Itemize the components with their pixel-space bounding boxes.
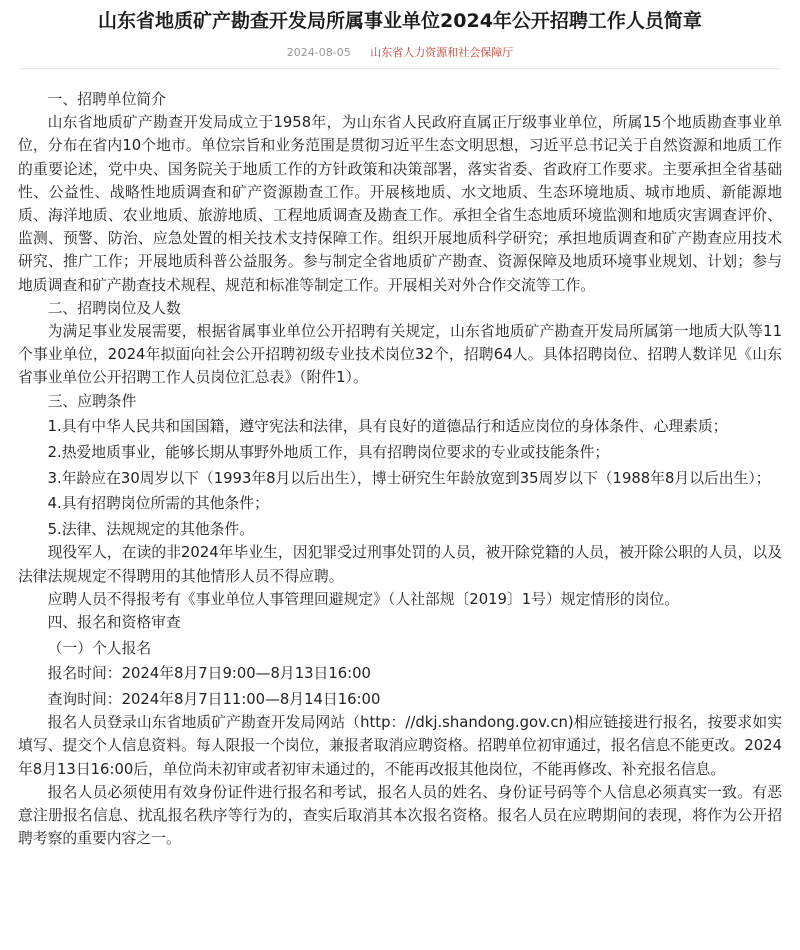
- section-heading-2: 二、招聘岗位及人数: [47, 299, 181, 317]
- registration-instructions: 报名人员登录山东省地质矿产勘查开发局网站（http：//dkj.shandong.gov.cn)相应链接进行报名，按要求如实填写、提交个人信息资料。每人限报一个岗位，兼报者取消应聘资格。招聘单位初审通过，报名信息不能更改。2024年8月13日16:00后，单位尚未初审或者初审未通过的，不能再改报其他岗位，不能再修改、补充报名信息。: [18, 714, 782, 778]
- article-meta: [0, 44, 800, 60]
- article-body: [18, 88, 782, 851]
- condition-item-2: 2.热爱地质事业，能够长期从事野外地质工作，具有招聘岗位要求的专业或技能条件；: [47, 444, 610, 462]
- title-divider: [20, 68, 780, 69]
- exclusion-paragraph: 现役军人，在读的非2024年毕业生，因犯罪受过刑事处罚的人员，被开除党籍的人员，被开除公职的人员，以及法律法规规定不得聘用的其他情形人员不得应聘。: [18, 544, 782, 585]
- condition-item-5: 5.法律、法规规定的其他条件。: [47, 521, 255, 539]
- section-2-body: 为满足事业发展需要，根据省属事业单位公开招聘有关规定，山东省地质矿产勘查开发局所属第一地质大队等11个事业单位，2024年拟面向社会公开招聘初级专业技术岗位32个，招聘64人。具体招聘岗位、招聘人数详见《山东省事业单位公开招聘工作人员岗位汇总表》（附件1）。: [18, 323, 782, 387]
- subsection-heading-personal-registration: （一）个人报名: [47, 639, 152, 657]
- section-1-body: 山东省地质矿产勘查开发局成立于1958年，为山东省人民政府直属正厅级事业单位，所属15个地质勘查事业单位，分布在省内10个地市。单位宗旨和业务范围是贯彻习近平生态文明思想，习近平总书记关于自然资源和地质工作的重要论述，党中央、国务院关于地质工作的方针政策和决策部署，落实省委、省政府工作要求。主要承担全省基础性、公益性、战略性地质调查和矿产资源勘查工作。开展核地质、水文地质、生态环境地质、城市地质、新能源地质、海洋地质、农业地质、旅游地质、工程地质调查及勘查工作。承担全省生态地质环境监测和地质灾害调查评价、监测、预警、防治、应急处置的相关技术支持保障工作。组织开展地质科学研究；承担地质调查和矿产勘查应用技术研究、推广工作；开展地质科普公益服务。参与制定全省地质矿产勘查、资源保障及地质环境事业规划、计划；参与地质调查和矿产勘查技术规程、规范和标准等制定工作。开展相关对外合作交流等工作。: [18, 114, 782, 294]
- source-link[interactable]: 山东省人力资源和社会保障厅: [370, 46, 514, 59]
- condition-item-1: 1.具有中华人民共和国国籍，遵守宪法和法律，具有良好的道德品行和适应岗位的身体条件、心理素质；: [47, 418, 728, 436]
- registration-time: 报名时间：2024年8月7日9:00—8月13日16:00: [47, 665, 371, 683]
- section-heading-3: 三、应聘条件: [47, 392, 137, 410]
- section-heading-1: 一、招聘单位简介: [47, 91, 166, 108]
- publish-date: 2024-08-05: [286, 46, 351, 59]
- query-time: 查询时间：2024年8月7日11:00—8月14日16:00: [47, 691, 381, 709]
- condition-item-4: 4.具有招聘岗位所需的其他条件；: [47, 495, 269, 513]
- article-title: 山东省地质矿产勘查开发局所属事业单位2024年公开招聘工作人员简章: [98, 10, 702, 32]
- identity-requirements: 报名人员必须使用有效身份证件进行报名和考试，报名人员的姓名、身份证号码等个人信息必须真实一致。有恶意注册报名信息、扰乱报名秩序等行为的，查实后取消其本次报名资格。报名人员在应聘期间的表现，将作为公开招聘考察的重要内容之一。: [18, 783, 782, 848]
- avoidance-paragraph: 应聘人员不得报考有《事业单位人事管理回避规定》（人社部规〔2019〕1号）规定情形的岗位。: [47, 590, 680, 608]
- section-heading-4: 四、报名和资格审查: [47, 613, 181, 631]
- condition-item-3: 3.年龄应在30周岁以下（1993年8月以后出生），博士研究生年龄放宽到35周岁以下（1988年8月以后出生）；: [47, 469, 771, 487]
